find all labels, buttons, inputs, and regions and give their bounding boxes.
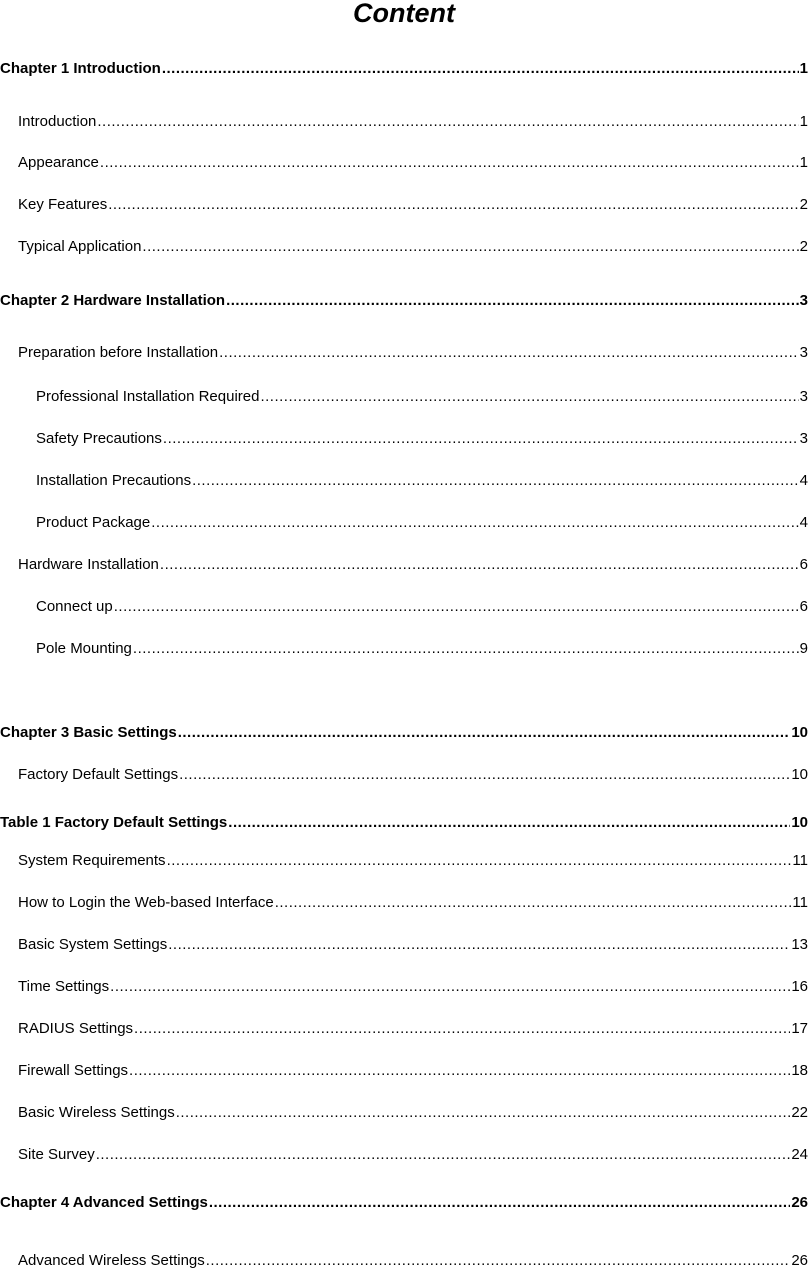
dot-leader xyxy=(100,154,799,172)
dot-leader xyxy=(108,196,798,214)
toc-page-number: 6 xyxy=(799,598,808,615)
toc-page-number: 10 xyxy=(791,724,808,741)
toc-section-entry[interactable] xyxy=(18,1146,808,1164)
dot-leader xyxy=(168,936,790,954)
toc-section-entry[interactable] xyxy=(36,514,808,532)
dot-leader xyxy=(151,514,798,532)
dot-leader xyxy=(129,1062,790,1080)
dot-leader xyxy=(163,430,799,448)
dot-leader xyxy=(209,1194,790,1212)
toc-section-entry[interactable] xyxy=(18,556,808,574)
toc-entry-label: System Requirements xyxy=(18,852,166,869)
toc-section-entry[interactable] xyxy=(18,1252,808,1270)
toc-page-number: 11 xyxy=(792,852,808,869)
toc-section-entry[interactable] xyxy=(18,196,808,214)
toc-page-number: 16 xyxy=(791,978,808,995)
dot-leader xyxy=(206,1252,791,1270)
toc-section-entry[interactable] xyxy=(18,344,808,362)
toc-section-entry[interactable] xyxy=(18,1020,808,1038)
toc-entry-label: Table 1 Factory Default Settings xyxy=(0,814,228,831)
dot-leader xyxy=(110,978,790,996)
toc-entry-label: Chapter 1 Introduction xyxy=(0,60,161,77)
dot-leader xyxy=(260,388,798,406)
toc-section-entry[interactable] xyxy=(18,936,808,954)
toc-page-number: 3 xyxy=(799,430,808,447)
dot-leader xyxy=(228,814,790,832)
toc-section-entry[interactable] xyxy=(36,430,808,448)
toc-section-entry[interactable] xyxy=(18,766,808,784)
toc-page-number: 3 xyxy=(799,292,808,309)
toc-entry-label: Site Survey xyxy=(18,1146,95,1163)
toc-page-number: 1 xyxy=(799,60,808,77)
toc-page-number: 11 xyxy=(792,894,808,911)
toc-entry-label: Factory Default Settings xyxy=(18,766,179,783)
toc-entry-label: Pole Mounting xyxy=(36,640,132,657)
dot-leader xyxy=(97,113,798,131)
toc-chapter-entry[interactable] xyxy=(0,60,808,78)
toc-section-entry[interactable] xyxy=(18,1062,808,1080)
toc-section-entry[interactable] xyxy=(36,598,808,616)
toc-entry-label: Chapter 2 Hardware Installation xyxy=(0,292,226,309)
toc-page-number: 26 xyxy=(791,1194,808,1211)
toc-section-entry[interactable] xyxy=(18,1104,808,1122)
toc-entry-label: Basic Wireless Settings xyxy=(18,1104,175,1121)
toc-section-entry[interactable] xyxy=(18,154,808,172)
toc-page-number: 22 xyxy=(791,1104,808,1121)
dot-leader xyxy=(179,766,790,784)
dot-leader xyxy=(176,1104,791,1122)
toc-entry-label: RADIUS Settings xyxy=(18,1020,134,1037)
dot-leader xyxy=(226,292,799,310)
toc-chapter-entry[interactable] xyxy=(0,814,808,832)
dot-leader xyxy=(160,556,799,574)
dot-leader xyxy=(96,1146,791,1164)
toc-page-number: 18 xyxy=(791,1062,808,1079)
toc-page-number: 2 xyxy=(799,238,808,255)
toc-entry-label: Safety Precautions xyxy=(36,430,162,447)
toc-page-number: 6 xyxy=(799,556,808,573)
page-title: Content xyxy=(353,0,455,28)
toc-section-entry[interactable] xyxy=(36,388,808,406)
toc-section-entry[interactable] xyxy=(18,113,808,131)
toc-entry-label: Product Package xyxy=(36,514,151,531)
dot-leader xyxy=(114,598,799,616)
dot-leader xyxy=(219,344,799,362)
toc-page-number: 1 xyxy=(799,154,808,171)
toc-entry-label: Hardware Installation xyxy=(18,556,159,573)
toc-entry-label: Chapter 3 Basic Settings xyxy=(0,724,177,741)
toc-chapter-entry[interactable] xyxy=(0,724,808,742)
toc-page-number: 24 xyxy=(791,1146,808,1163)
toc-page-number: 17 xyxy=(791,1020,808,1037)
toc-entry-label: Appearance xyxy=(18,154,99,171)
toc-page-number: 10 xyxy=(791,814,808,831)
toc-page-number: 3 xyxy=(799,388,808,405)
dot-leader xyxy=(162,60,799,78)
toc-section-entry[interactable] xyxy=(18,894,808,912)
toc-entry-label: Time Settings xyxy=(18,978,110,995)
toc-entry-label: Key Features xyxy=(18,196,108,213)
toc-entry-label: Introduction xyxy=(18,113,97,130)
toc-page-number: 4 xyxy=(799,472,808,489)
toc-entry-label: Basic System Settings xyxy=(18,936,168,953)
toc-page-number: 13 xyxy=(791,936,808,953)
dot-leader xyxy=(275,894,792,912)
dot-leader xyxy=(142,238,798,256)
toc-section-entry[interactable] xyxy=(36,640,808,658)
dot-leader xyxy=(192,472,799,490)
dot-leader xyxy=(167,852,792,870)
toc-page-number: 1 xyxy=(799,113,808,130)
toc-section-entry[interactable] xyxy=(18,238,808,256)
toc-entry-label: Firewall Settings xyxy=(18,1062,129,1079)
toc-page-number: 4 xyxy=(799,514,808,531)
toc-page-number: 26 xyxy=(791,1252,808,1269)
toc-section-entry[interactable] xyxy=(18,852,808,870)
toc-entry-label: Typical Application xyxy=(18,238,142,255)
toc-chapter-entry[interactable] xyxy=(0,292,808,310)
toc-entry-label: How to Login the Web-based Interface xyxy=(18,894,274,911)
toc-section-entry[interactable] xyxy=(36,472,808,490)
toc-page-number: 2 xyxy=(799,196,808,213)
dot-leader xyxy=(134,1020,790,1038)
toc-page-number: 10 xyxy=(791,766,808,783)
toc-entry-label: Preparation before Installation xyxy=(18,344,219,361)
toc-entry-label: Advanced Wireless Settings xyxy=(18,1252,205,1269)
toc-section-entry[interactable] xyxy=(18,978,808,996)
toc-entry-label: Chapter 4 Advanced Settings xyxy=(0,1194,208,1211)
toc-entry-label: Connect up xyxy=(36,598,113,615)
toc-page-number: 3 xyxy=(799,344,808,361)
toc-entry-label: Installation Precautions xyxy=(36,472,192,489)
dot-leader xyxy=(178,724,791,742)
toc-page-number: 9 xyxy=(799,640,808,657)
toc-chapter-entry[interactable] xyxy=(0,1194,808,1212)
toc-entry-label: Professional Installation Required xyxy=(36,388,260,405)
dot-leader xyxy=(133,640,799,658)
